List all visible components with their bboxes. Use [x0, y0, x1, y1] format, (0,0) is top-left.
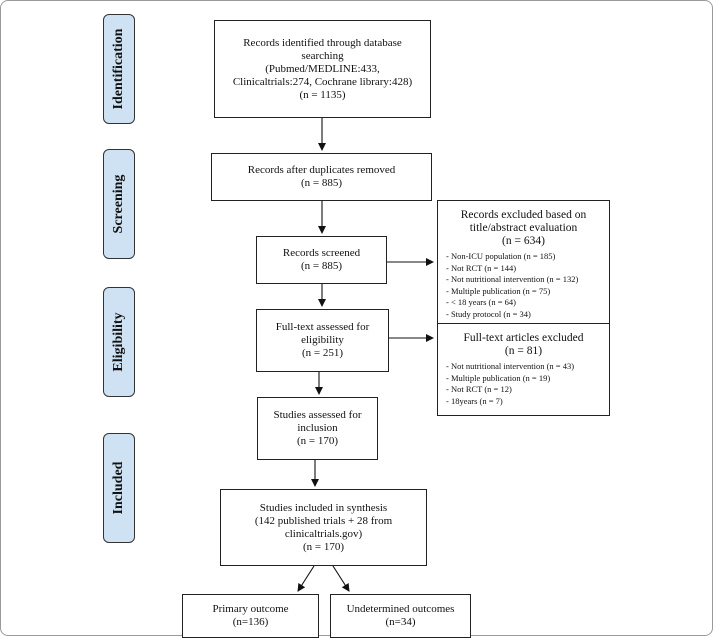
box-assessed-inclusion — [257, 397, 378, 460]
box-line: (n = 251) — [301, 347, 344, 359]
arrow-synthesis-to-primary — [298, 566, 314, 591]
box-line: (n=136) — [232, 616, 269, 628]
box-duplicates-removed — [211, 153, 432, 201]
box-line: clinicaltrials.gov) — [284, 527, 363, 540]
box-line: Records after duplicates removed — [247, 164, 396, 176]
box-line: (Pubmed/MEDLINE:433, — [265, 62, 380, 75]
box-line: (142 published trials + 28 from — [254, 514, 393, 527]
box-line: (n = 885) — [300, 177, 343, 189]
box-line: Studies assessed for — [273, 409, 362, 421]
box-line: (n = 170) — [296, 435, 339, 447]
box-line: Clinicaltrials:274, Cochrane library:428) — [232, 75, 413, 88]
box-line: Full-text assessed for — [275, 321, 370, 333]
excluded-fulltext-heading: Full-text articles excluded — [463, 332, 584, 344]
exclusion-reason: - Study protocol (n = 34) — [446, 308, 531, 319]
box-line: Undetermined outcomes — [346, 603, 455, 615]
box-records-identified — [214, 20, 431, 118]
box-included-synthesis — [220, 489, 427, 566]
exclusion-reason: - Not RCT (n = 12) — [446, 384, 512, 394]
box-line: (n = 885) — [300, 260, 343, 272]
box-line: eligibility — [301, 334, 344, 346]
stage-identification: Identification — [103, 14, 135, 124]
box-fulltext-assessed — [256, 309, 389, 372]
exclusion-reason: - Multiple publication (n = 75) — [446, 285, 551, 296]
box-line: Studies included in synthesis — [259, 501, 388, 514]
box-line: inclusion — [297, 422, 338, 434]
box-line: (n = 1135) — [299, 88, 346, 101]
box-line: Primary outcome — [212, 603, 289, 615]
excluded-title-heading: title/abstract evaluation — [469, 222, 578, 234]
box-undetermined-outcomes — [330, 594, 471, 638]
arrow-synthesis-to-undetermined — [333, 566, 349, 591]
box-line: Records identified through database — [243, 36, 402, 49]
box-line: searching — [301, 49, 344, 62]
box-records-screened — [256, 236, 387, 284]
box-line: (n=34) — [385, 616, 416, 628]
stage-eligibility: Eligibility — [103, 287, 135, 397]
exclusion-reason: - Non-ICU population (n = 185) — [446, 251, 556, 261]
excluded-title-heading: Records excluded based on — [460, 209, 587, 221]
stage-included: Included — [103, 433, 135, 543]
box-excluded-fulltext — [437, 323, 610, 416]
exclusion-reason: - Not nutritional intervention (n = 43) — [446, 361, 575, 371]
stage-screening: Screening — [103, 149, 135, 259]
exclusion-reason: - Not RCT (n = 144) — [446, 262, 517, 273]
box-line: (n = 170) — [302, 540, 345, 553]
excluded-title-count: (n = 634) — [502, 235, 545, 247]
box-excluded-title-abstract — [437, 200, 610, 324]
excluded-title-reasons — [442, 251, 605, 320]
excluded-fulltext-count: (n = 81) — [504, 345, 543, 357]
exclusion-reason: - 18years (n = 7) — [446, 395, 503, 406]
exclusion-reason: - < 18 years (n = 64) — [446, 297, 517, 307]
box-line: Records screened — [282, 247, 361, 259]
excluded-fulltext-reasons — [442, 361, 605, 407]
box-primary-outcome — [182, 594, 319, 638]
exclusion-reason: - Not nutritional intervention (n = 132) — [446, 274, 579, 284]
exclusion-reason: - Multiple publication (n = 19) — [446, 372, 551, 383]
